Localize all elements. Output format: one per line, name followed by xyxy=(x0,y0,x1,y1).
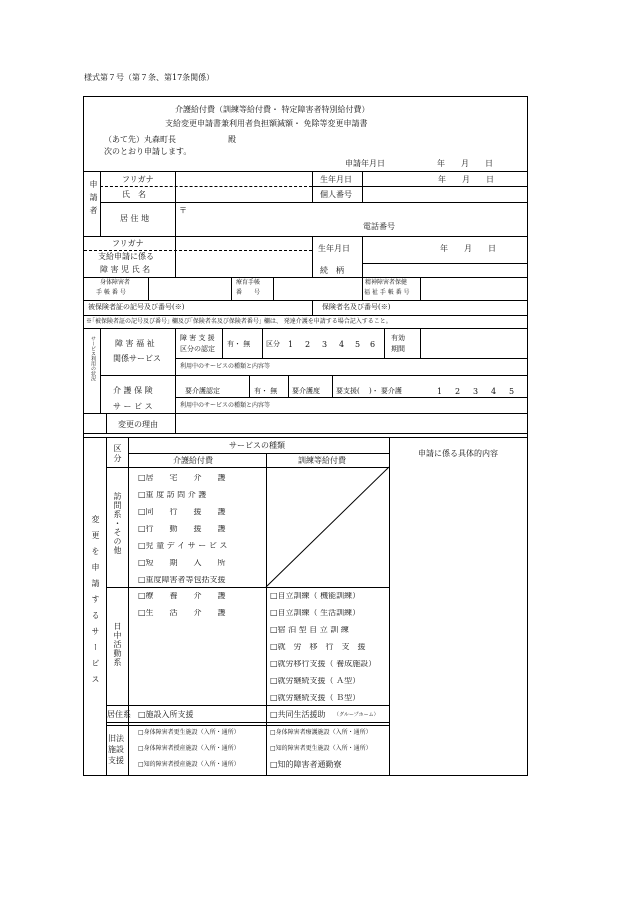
service-physical-nursing-facility[interactable]: □身体障害者療護施設（入所・通所） xyxy=(270,729,372,736)
intro-text: 次のとおり申請します。 xyxy=(104,147,192,156)
service-comprehensive-support[interactable]: □重度障害者等包括支援 xyxy=(138,576,226,584)
form-title-line2: 支給変更申請書兼利用者負担額減額・ 免除等変更申請書 xyxy=(165,119,368,128)
valid-period-label1: 有効 xyxy=(391,334,405,342)
rehab-handbook-label1: 療育手帳 xyxy=(236,279,261,286)
service-residential-training[interactable]: □宿 泊 型 自 立 訓 練 xyxy=(270,626,349,634)
insured-number-label: 被保険者証の記号及び番号(※) xyxy=(88,303,185,311)
grade-4: 4 xyxy=(339,340,345,349)
service-employment-transition[interactable]: □就 労 移 行 支 援 xyxy=(270,643,366,651)
change-reason-label: 変更の理由 xyxy=(118,420,158,429)
addressee: （あて先）丸森町長 xyxy=(104,135,176,144)
child-label-line2: 障 害 児 氏 名 xyxy=(100,265,151,274)
care-insurance-label1: 介 護 保 険 xyxy=(113,386,153,395)
service-physical-workshop-facility[interactable]: □身体障害者授産施設（入所・通所） xyxy=(138,745,240,752)
training-benefit-header: 訓練等給付費 xyxy=(298,456,346,465)
applicant-section-label: 申請者 xyxy=(89,180,98,219)
service-training-function[interactable]: □自立訓練（ 機能訓練） xyxy=(270,592,361,600)
service-intellectual-rehab-facility[interactable]: □知的障害者更生施設（入所・通所） xyxy=(270,745,372,752)
form-number: 様式第７号（第７条、第17条関係） xyxy=(84,73,215,82)
care-grade-2: 2 xyxy=(455,387,461,396)
applicant-id-label: 個人番号 xyxy=(320,190,352,199)
service-child-day[interactable]: □児 童 デ イ サ ー ビ ス xyxy=(138,542,228,550)
care-grade-5: 5 xyxy=(509,387,515,396)
form-title-line1: 介護給付費（訓練等給付費・ 特定障害者特別給付費） xyxy=(175,105,370,114)
grade-5: 5 xyxy=(355,340,361,349)
care-grade-4: 4 xyxy=(491,387,497,396)
service-home-care[interactable]: □居 宅 介 護 xyxy=(138,474,226,482)
welfare-label1: 障 害 福 祉 xyxy=(115,339,155,348)
applicant-name-label: 氏 名 xyxy=(122,190,146,199)
physical-handbook-label1: 身体障害者 xyxy=(100,279,131,286)
insurer-name-label: 保険者名及び番号(※) xyxy=(322,303,391,311)
relation-label: 続 柄 xyxy=(320,266,344,275)
service-group-home[interactable]: □共同生活援助 xyxy=(270,710,326,719)
service-severe-visit-care[interactable]: □重 度 訪 問 介 護 xyxy=(138,491,207,499)
application-date-ymd: 年 月 日 xyxy=(437,159,493,168)
postal-mark: 〒 xyxy=(179,206,187,215)
insurance-note: ※｢被保険者証の記号及び番号｣ 欄及び｢保険者名及び保険者番号｣ 欄は、 発達介護を申請する場合記入すること。 xyxy=(86,318,392,325)
service-facility-admission[interactable]: □施設入所支援 xyxy=(138,710,194,719)
support-cert-label1: 障 害 支 援 xyxy=(180,334,215,342)
visit-group-label: 訪問系・その他 xyxy=(113,492,122,555)
old-law-group-label: 旧法施設支援 xyxy=(108,734,124,765)
child-label-line1: 支給申請に係る xyxy=(98,252,154,261)
service-employment-transition-school[interactable]: □就労移行支援（ 養成施設） xyxy=(270,660,377,668)
rehab-handbook-label2: 番 号 xyxy=(236,289,261,296)
grade-3: 3 xyxy=(322,340,328,349)
welfare-label2: 関係サービス xyxy=(113,354,161,363)
usage-section-label: サービス利用の状況 xyxy=(90,336,96,381)
support-cert-label2: 区分の認定 xyxy=(180,345,215,353)
service-short-stay[interactable]: □短 期 入 所 xyxy=(138,559,226,567)
service-behavior-support[interactable]: □行 動 援 護 xyxy=(138,525,226,533)
category-header: 区分 xyxy=(113,444,122,464)
applicant-birth-ymd: 年 月 日 xyxy=(438,175,494,184)
care-grade-3: 3 xyxy=(473,387,479,396)
detail-header: 申請に係る具体的内容 xyxy=(418,449,498,458)
physical-handbook-label2: 手 帳 番 号 xyxy=(96,289,126,296)
care-benefit-header: 介護給付費 xyxy=(173,456,213,465)
valid-period-label2: 期間 xyxy=(391,345,405,353)
mental-handbook-label2: 福 祉 手 帳 番 号 xyxy=(364,289,410,296)
service-continuous-a[interactable]: □就労継続支援（ Ａ型） xyxy=(270,677,361,685)
group-home-note: （グループホーム） xyxy=(334,712,379,718)
care-support-label: 要支援( )・ 要介護 xyxy=(336,387,402,395)
grade-1: 1 xyxy=(288,340,294,349)
mental-handbook-label1: 精神障害者保健 xyxy=(365,279,408,286)
care-insurance-label2: サ ー ビ ス xyxy=(113,402,153,411)
child-furigana-label: フリガナ xyxy=(112,239,144,248)
service-life-care[interactable]: □生 活 介 護 xyxy=(138,609,226,617)
child-birth-ymd: 年 月 日 xyxy=(440,244,496,253)
residence-group-label: 居住系 xyxy=(107,710,131,719)
service-training-life[interactable]: □自立訓練（ 生活訓練） xyxy=(270,609,361,617)
care-cert-yes-no: 有・ 無 xyxy=(254,387,278,395)
service-accompany-support[interactable]: □同 行 援 護 xyxy=(138,508,226,516)
phone-label: 電話番号 xyxy=(363,222,395,231)
day-activity-group-label: 日中活動系 xyxy=(113,622,122,667)
honorific: 殿 xyxy=(228,135,236,144)
service-intellectual-dormitory[interactable]: □知的障害者通勤寮 xyxy=(270,760,342,769)
applicant-furigana-label: フリガナ xyxy=(122,175,154,184)
care-grade-1: 1 xyxy=(437,387,443,396)
care-cert-label: 要介護認定 xyxy=(185,387,220,395)
applicant-address-label: 居 住 地 xyxy=(120,214,150,223)
applicant-birth-label: 生年月日 xyxy=(320,175,352,184)
service-continuous-b[interactable]: □就労継続支援（ Ｂ型） xyxy=(270,694,361,702)
grade-6: 6 xyxy=(370,340,376,349)
welfare-in-use-label: 利用中のサービスの種類と内容等 xyxy=(180,363,271,370)
service-physical-rehab-facility[interactable]: □身体障害者更生施設（入所・通所） xyxy=(138,729,240,736)
grade-label: 区分 xyxy=(266,340,280,348)
care-in-use-label: 利用中のサービスの種類と内容等 xyxy=(180,402,271,409)
grade-2: 2 xyxy=(305,340,311,349)
service-medical-care[interactable]: □療 養 介 護 xyxy=(138,592,226,600)
service-intellectual-workshop-facility[interactable]: □知的障害者授産施設（入所・通所） xyxy=(138,761,240,768)
child-birth-label: 生年月日 xyxy=(318,244,350,253)
services-section-label: 変更を申請するサービス xyxy=(91,515,100,691)
cert-yes-no: 有・ 無 xyxy=(227,340,251,348)
application-date-label: 申請年月日 xyxy=(345,159,385,168)
care-level-label: 要介護度 xyxy=(292,387,320,395)
service-types-header: サービスの種類 xyxy=(229,441,285,450)
